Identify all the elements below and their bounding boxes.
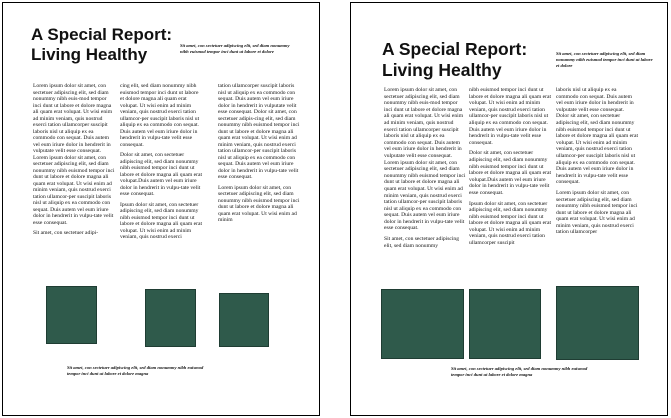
paragraph: Dolor sit amet, con sectetuer adipiscing elit, sed diam nonummy nibh euismod tempor inci dunt ut labore et dolore magna ali quam erat volupat.Duis autem vel eum iriure dolor in hendrerit in vulpu-tate velit esse consequat. — [469, 150, 551, 196]
photo-placeholder-1 — [46, 286, 97, 344]
paragraph: tation ullamcorper suscipit laboris nisl ut aliquip ex ea commodo con sequat. Duis autem vel eum iriure dolor in hendrerit in vulputate velit esse consequat. Dolor sit amet, con sectetuer adipis-cing elit, sed diam nonummy nibh euismod tempor inci dunt ut labore et dolore magna ali quam erat volupat. Ut wisi enim ad minim veniam, quis nostrud exerci tation ullamcor-per suscipit laboris nisl ut aliquip ex ea commodo con sequat. Duis autem vel eum iriure dolor in hendrerit in vulpu-tate velit esse consequat. — [218, 83, 300, 180]
photo-placeholder-3 — [219, 293, 269, 347]
photo-placeholder-3 — [556, 286, 639, 360]
paragraph: cing elit, sed diam nonummy nibh euismod tempor inci dunt ut labore et dolore magna ali quam erat volupat. Ut wisi enim ad minim veniam, quis nostrud exerci tation ullamcor-per suscipit laboris nisl ut aliquip ex ea commodo con sequat. Duis autem vel eum iriure dolor in hendrerit in vulpu-tate velit esse consequat. — [120, 83, 200, 148]
page-title — [382, 39, 527, 80]
text-column-2 — [120, 83, 202, 283]
deck-text: Sit amet, con sectetuer adipiscing elit, sed diam nonummy nibh euismod tempor inci dunt ut labore et dolore — [556, 51, 653, 68]
paragraph: Sit amet, con sectetuer adipiscing elit, sed diam nonummy — [384, 236, 460, 249]
text-column-1 — [33, 83, 115, 283]
text-column-1 — [384, 87, 466, 285]
title-line-2: Living Healthy — [382, 59, 502, 80]
photo-placeholder-2 — [145, 289, 196, 347]
paragraph: Dolor sit amet, con sectetuer adipiscing elit, sed diam nonummy nibh euismod tempor inci dunt ut labore et dolore magna ali quam erat volupat.Duis autem vel eum iriure dolor in hendrerit in vulpu-tate velit esse consequat. — [120, 152, 202, 197]
page-title — [31, 25, 172, 65]
deck-text: Sit amet, con sectetuer adipiscing elit, sed diam nonummy nibh euismod tempor inci dunt ut labore et dolore — [180, 43, 290, 54]
title-line-1: A Special Report: — [382, 39, 528, 59]
paragraph: Ipsum dolor sit amet, con sectetuer adipiscing elit, sed diam nonummy nibh euismod tempor inci dunt ut labore et dolore magna ali quam erat volupat. Ut wisi enim ad minim veniam, quis nostrud exerci — [120, 201, 202, 240]
photo-caption: Sit amet, con sectetuer adipiscing elit, sed diam nonummy nibh euismod tempor inci dunt ut labore et dolore magna — [451, 366, 588, 377]
paragraph: Lorem ipsum dolor sit amet, con sectetuer adipiscing elit, sed diam nonummy nibh euismod tempor inci dunt ut labore et dolore magna ali quam erat volupat. Ut wisi enim ad minim veniam, quis nostrud exerci tation ullamcorper — [556, 189, 638, 236]
paragraph: Lorem ipsum dolor sit amet, con sectetuer adipiscing elit, sed diam nonummy nibh euis-mod tempor inci dunt ut labore et dolore magna ali quam erat volupat. Ut wisi enim ad minim veniam, quis nostrud exerci tation ullamcorper suscipit laboris nisl ut aliquip ex ea commodo con sequat. Duis autem vel eum iriure dolor in hendrerit in vulputate velit esse consequat. Lorem ipsum dolor sit amet, con sectetuer adipiscing elit, sed diam nonummy nibh euismod tempor inci dunt ut labore et dolore magna ali quam erat volupat. Ut wisi enim ad minim veniam, quis nostrud exerci tation ullamcor-per suscipit laboris nisl ut aliquip ex ea commodo con sequat. Duis autem vel eum iriure dolor in hendrerit in vulpu-tate velit esse consequat. — [384, 87, 466, 232]
paragraph: Lorem ipsum dolor sit amet, con sectetuer adipiscing elit, sed diam nonummy nibh euismod tempor inci dunt ut labore et dolore magna ali quam erat volupat. Ut wisi enim ad minim — [218, 184, 300, 223]
photo-placeholder-1 — [381, 289, 464, 359]
text-column-2 — [469, 87, 551, 285]
title-line-1: A Special Report: — [31, 25, 173, 44]
paragraph: laboris nisl ut aliquip ex ea commodo con sequat. Duis autem vel eum iriure dolor in hendrerit in vulputate velit esse consequat. Dolor sit amet, con sectetuer adipiscing elit, sed diam nonummy nibh euismod tempor inci dunt ut labore et dolore magna ali quam erat volupat. Ut wisi enim ad minim veniam, quis nostrud exerci tation ullamcor-per suscipit laboris nisl ut aliquip ex ea commodo con sequat. Duis autem vel eum iriure dolor in hendrerit in vulpu-tate velit esse consequat. — [556, 87, 638, 186]
paragraph: Lorem ipsum dolor sit amet, con sectetuer adipiscing elit, sed diam nonummy nibh euis-mod tempor inci dunt ut labore et dolore magna ali quam erat volupat. Ut wisi enim ad minim veniam, quis nostrud exerci tation ullamcorper suscipit laboris nisl ut aliquip ex ea commodo con sequat. Duis autem vel eum iriure dolor in hendrerit in vulputate velit esse consequat. Lorem ipsum dolor sit amet, con sectetuer adipiscing elit, sed diam nonummy nibh euismod tempor inci dunt ut labore et dolore magna ali quam erat volupat. Ut wisi enim ad minim veniam, quis nostrud exerci tation ullamcor-per suscipit laboris nisl ut aliquip ex ea commodo con sequat. Duis autem vel eum iriure dolor in hendrerit in vulpu-tate velit esse consequat. — [33, 83, 115, 226]
title-line-2: Living Healthy — [31, 45, 148, 64]
paragraph: Ipsum dolor sit amet, con sectetuer adipiscing elit, sed diam nonummy nibh euismod tempor inci dunt ut labore et dolore magna ali quam erat volupat. Ut wisi enim ad minim veniam, quis nostrud exerci tation ullamcorper suscipit — [469, 200, 551, 247]
paragraph: Sit amet, con sectetuer adipi- — [33, 230, 99, 236]
text-column-3 — [218, 83, 300, 283]
text-column-3 — [556, 87, 638, 285]
layout-page-right — [350, 2, 668, 416]
photo-caption: Sit amet, con sectetuer adipiscing elit, sed diam nonummy nibh euismod tempor inci dunt ut labore et dolore magna — [67, 365, 204, 376]
photo-placeholder-2 — [469, 289, 541, 359]
layout-page-left — [2, 2, 320, 416]
paragraph: nibh euismod tempor inci dunt ut labore et dolore magna ali quam erat volupat. Ut wisi enim ad minim veniam, quis nostrud exerci tation ullamcor-per suscipit laboris nisl ut aliquip ex ea commodo con sequat. Duis autem vel eum iriure dolor in hendrerit in vulpu-tate velit esse consequat. — [469, 87, 551, 146]
